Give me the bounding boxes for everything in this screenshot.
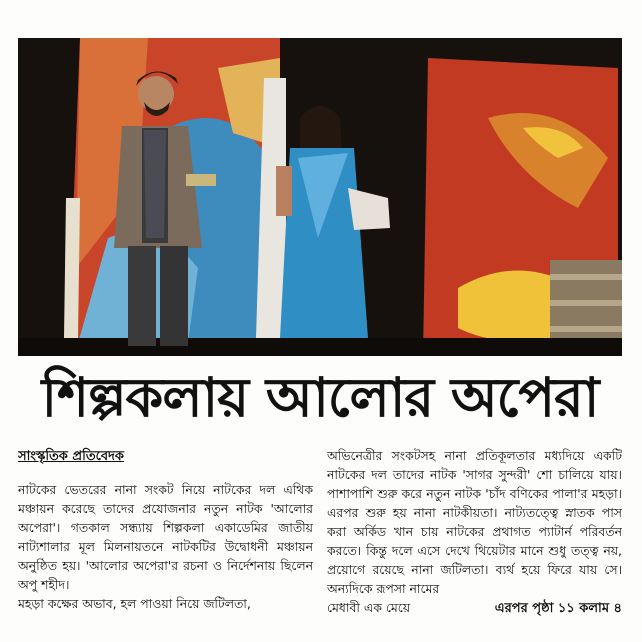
continuation-row [327, 598, 622, 618]
paragraph-end: মেধাবী এক মেয়ে [327, 600, 411, 615]
paragraph: নাটকের ভেতরের নানা সংকট নিয়ে নাটকের দল এথিক মঞ্চায়ন করেছে তাদের প্রযোজনার নতুন নাটক 'আলোর অপেরা'। গতকাল সন্ধ্যায় শিল্পকলা একাডেমির জাতীয় নাট্যশালার মূল মিলনায়তনে নাটকটির উদ্বোধনী মঞ্চায়ন অনুষ্ঠিত হয়। 'আলোর অপেরা'র রচনা ও নির্দেশনায় ছিলেন অপু শহীদ। [18, 482, 313, 592]
continued-on-page-note: এরপর পৃষ্ঠা ১১ কলাম ৪ [494, 601, 622, 616]
paragraph: মহড়া কক্ষের অভাব, হল পাওয়া নিয়ে জটিলতা, [18, 596, 251, 611]
stage-photo [18, 38, 622, 356]
article-column-left [18, 446, 313, 636]
stage-photo-image [18, 38, 622, 356]
headline: শিল্পকলায় আলোর অপেরা [41, 366, 599, 429]
paragraph: অভিনেত্রীর সংকটসহ নানা প্রতিকূলতার মধ্যদিয়ে একটি নাটকের দল তাদের নাটক 'সাগর সুন্দরী' শো চালিয়ে যায়। পাশাপাশি শুরু করে নতুন নাটক 'চাঁদ বণিকের পালা'র মহড়া। এরপর শুরু হয় নানা নাটকীয়তা। নাট্যতত্ত্বে স্নাতক পাস করা অর্কিড খান চায় নাটকের প্রথাগত প্যাটার্ন পরিবর্তন করতে। কিন্তু দলে এসে দেখে থিয়েটার মানে শুধু তত্ত্ব নয়, প্রয়োগে রয়েছে নানা জটিলতা। ব্যর্থ হয়ে ফিরে যায় সে। অন্যদিকে রূপসা নামের [327, 448, 622, 596]
article-column-right [327, 446, 622, 636]
byline: সাংস্কৃতিক প্রতিবেদক [18, 449, 124, 464]
